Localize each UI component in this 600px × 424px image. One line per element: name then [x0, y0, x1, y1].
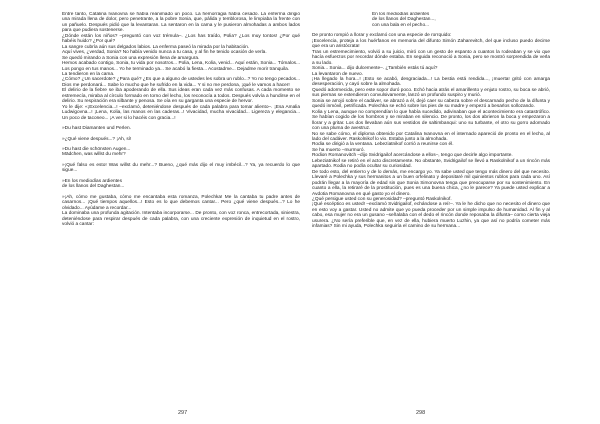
- left-page: [62, 12, 300, 410]
- paragraph: ¿Qué persigue usted con su generosidad? –preguntó Raskolnikof.: [312, 196, 452, 202]
- paragraph: ¿Cómo? ¿Un sacerdote? ¿Para qué? ¿Es que a alguno de ustedes les sobra un rublo...? Yo no tengo pecados... Dios me perdonará... Sabe lo mucho que he sufrido en la vida... Y si no me perdona, ¡qué le vamos a hacer!: [62, 77, 300, 88]
- right-page: [312, 12, 550, 410]
- page-number-left: 297: [178, 410, 188, 416]
- paragraph: »En los mediodías ardientes: [62, 178, 122, 184]
- paragraph: El delirio de la fiebre se iba apoderando de ella. Sus ideas eran cada vez más confusas. A cada momento se estremecía, miraba al círculo formado en torno del lecho, los reconocía a todos. Después volvía a hundirse en el delirio. Su respiración era silbante y penosa. Se oía en su garganta una especie de hervor.: [62, 88, 300, 105]
- paragraph-block: [62, 195, 300, 228]
- poem-block: [62, 147, 300, 158]
- paragraph: De todo esto, del entierro y de lo demás, me encargo yo. Ya sabe usted que tengo más dinero del que necesito. Llevaré a Polechka y sus hermanitos a un buen orfelinato y depositaré mil quinientos rublos para cada uno. Así podrán llegar a la mayoría de edad sin que Sonia Simonovna tenga que preocuparse por su sostenimiento. En cuanto a ella, la retiraré de la prostitución, pues es una buena chica, ¿no le parece? Ya puede usted explicar a Avdotia Romanovna en qué gasto yo el dinero.: [312, 169, 550, 197]
- paragraph: de los llanos del Daghestan...: [62, 184, 125, 190]
- paragraph: La tendieron en la cama.: [62, 71, 115, 77]
- paragraph: ¡Ha llegado la hora...! ¡Esto se acabó, desgraciada...! La bestia está rendida..., ¡muerta! gritó con amarga desesperación, y cayó sobre la almohada.: [312, 76, 550, 88]
- paragraph: Entre tanto, Catalina Ivanovna se había reanimado un poco. La hemorragia había cesado. La enferma dirigió una mirada llena de dolor, pero penetrante, a la pobre Sonia, que, pálida y temblorosa, le limpiaba la frente con un pañuelo. Después pidió que la levantaran. La sentaron en la cama y le pusieron almohadas a ambos lados para que pudiera sostenerse.: [62, 12, 300, 34]
- paragraph: Mädchen, was willst du mehr?: [62, 152, 126, 158]
- paragraph-block: [62, 137, 300, 142]
- poem-line: de los llanos del Daghestan...,: [372, 17, 436, 23]
- paragraph: »¿Qué viene después...? ¡Ah, sí!: [62, 136, 132, 142]
- paragraph: ¿Dónde están los niños? –preguntó con voz trémula–. ¿Los has traído, Polia? ¿Los muy tontos! ¿Por qué habéis huido? ¿Por qué?: [62, 33, 300, 45]
- paragraph: Kolia y Lena, aunque no comprendían lo que había sucedido, adivinaban que el acontecimiento era catastrófico. Se habían cogido de los hombros y se miraban en silencio. De pronto, los dos abrieron la boca y empezaron a llorar y a gritar. Los dos llevaban aún sus vestidos de saltimbanqui: uno su turbante, el otro su gorro adornado con una pluma de avestruz.: [312, 109, 550, 132]
- paragraph: De pronto rompió a llorar y exclamó con una especie de rorrquido:: [312, 33, 452, 39]
- right-page-text: [312, 33, 550, 229]
- paragraph: Sonia... Sonia... dijo dulcemente–. ¿También estás tú aquí?: [312, 66, 438, 72]
- paragraph: La levantaron de nuevo.: [312, 71, 363, 77]
- paragraph: No se sabe cómo, el diploma obtenido por Catalina Ivanovna en el internado apareció de pronto en el lecho, al lado del cadáver. Raskolnikof lo vio. Estaba junto a la almohada.: [312, 131, 550, 142]
- left-page-text: [62, 12, 300, 121]
- poem-line: con una bala en el pecho...: [372, 22, 430, 28]
- paragraph: La sangre cubría aún sus delgados labios. La enferma paseó la mirada por la habitación.: [62, 44, 250, 50]
- paragraph: »¡Ah, cómo me gustaba, cómo me encantaba esta romanza, Polechka! Me la cantaba tu padre antes de casarnos... ¡Qué tiempos aquellos...! Esto es lo que debemos cantar... Pero ¿qué viene después...? Lo he olvidado... Ayúdame a recordar...: [62, 194, 300, 211]
- paragraph: »Du hast die schönsten Augen...: [62, 146, 131, 152]
- paragraph: Hemos acabado contigo, Sonia, tu vida por nosotros... Polia, Lena, Kolia, venid... Aquí están, Sonia... Tómalos... Los pongo en tus manos... Yo he terminado ya... Se acabó la fiesta... Acostadme... Dejadme morir tranquila.: [62, 61, 300, 72]
- paragraph: Se quedó mirando a Sonia con una expresión llena de amargura.: [62, 55, 200, 61]
- paragraph: Tras un estremecimiento, volvió a su juicio, miró con un gesto de espanto a cuantos la rodeaban y se vio que hacía esfuerzos por recordar dónde estaba. En seguida reconoció a Sonia, pero se mostró sorprendida de verla a su lado.: [312, 49, 550, 66]
- paragraph: Lebeziatnikof se retiró en el acto discretamente. No obstante, Svidrigailof se llevó a Raskolnikof a un rincón más apartado. Rodia no podía ocultar su curiosidad.: [312, 158, 550, 170]
- poem-block: [62, 179, 300, 190]
- paragraph: La dominaba una profunda agitación. Intentaba incorporarse... De pronto, con voz ronca, entrecortada, siniestra, deteniéndose para respirar después de cada palabra, con una creciente expresión de inquietud en el rostro, volvió a cantar:: [62, 211, 300, 227]
- poem-block: [62, 126, 300, 131]
- paragraph: Rodion Romanovitch –dijo Svidrigailof acercándose a ellos–, tengo que decirle algo importante.: [312, 153, 513, 159]
- paragraph: Aquí vives, ¿verdad, Sonia? No había venido nunca a tu casa, y al fin he tenido ocasión de verla.: [62, 50, 267, 56]
- paragraph-block: [62, 163, 300, 174]
- paragraph: Sonia se arrojó sobre el cadáver, se abrazó a él, dejó caer su cabeza sobre el descarnado pecho de la difunta y quedó inmóvil, petrificada. Polechka se echó sobre los pies de su madre y empezó a besarlos sollozando.: [312, 98, 550, 110]
- paragraph: Rodia se dirigió a la ventana. Lebeziatnikof corrió a reunirse con él.: [312, 142, 454, 148]
- page-number-right: 298: [416, 410, 426, 416]
- paragraph: ¡Excelencia, proteja a los huérfanos en memoria del difunto Simón Zaharevitch, del que incluso puedo decirse que era un aristócrata!: [312, 38, 550, 50]
- poem-block: [312, 12, 550, 28]
- poem-line: En los mediodías ardientes: [372, 12, 430, 17]
- paragraph: Se ha muerto –murmuró.: [312, 147, 365, 153]
- paragraph: Quedó adormecida, pero este sopor duró poco. Echó hacia atrás el amarillento y enjuto rostro, su boca se abrió, sus piernas se extendieron convulsivamente, lanzó un profundo suspiro y murió.: [312, 87, 550, 99]
- paragraph: »¡Qué falso es esto! Was willst du mehr...? Bueno, ¿qué más dijo el muy imbécil...? Ya, ya recuerdo lo que sigue...: [62, 162, 300, 174]
- paragraph: ¡Qué escéptico es usted! –exclamó Svidrigailof, echándose a reír–. Ya le he dicho que no necesito el dinero que en esto voy a gastar. Usted no admite que yo pueda proceder por un simple impulso de humanidad. Al fin y al cabo, esa mujer no era un gusano –señalaba con el dedo el rincón donde reposaba la difunta– como cierta vieja usurera. ¿No sería preferible que, en vez de ella, hubiera muerto Luzhin, ya que así no podría cometer más infamias? Sin mi ayuda, Polechka seguiría el camino de su hermana...: [312, 202, 550, 230]
- paragraph: »Du hast Diamanten und Perlen.: [62, 126, 131, 132]
- paragraph: Yo le dije: «¡Excelencia...! –exclamó, deteniéndose después de cada palabra para tomar aliento–. ¡Esa Amalia Ludwigovna...! ¡Lena, Kolia, las manos en las caderas...! Vivacidad, mucha vivacidad... Ligereza y elegancia... Un poco de taconeo... ¡A ver si lo hacéis con gracia...!: [62, 104, 300, 121]
